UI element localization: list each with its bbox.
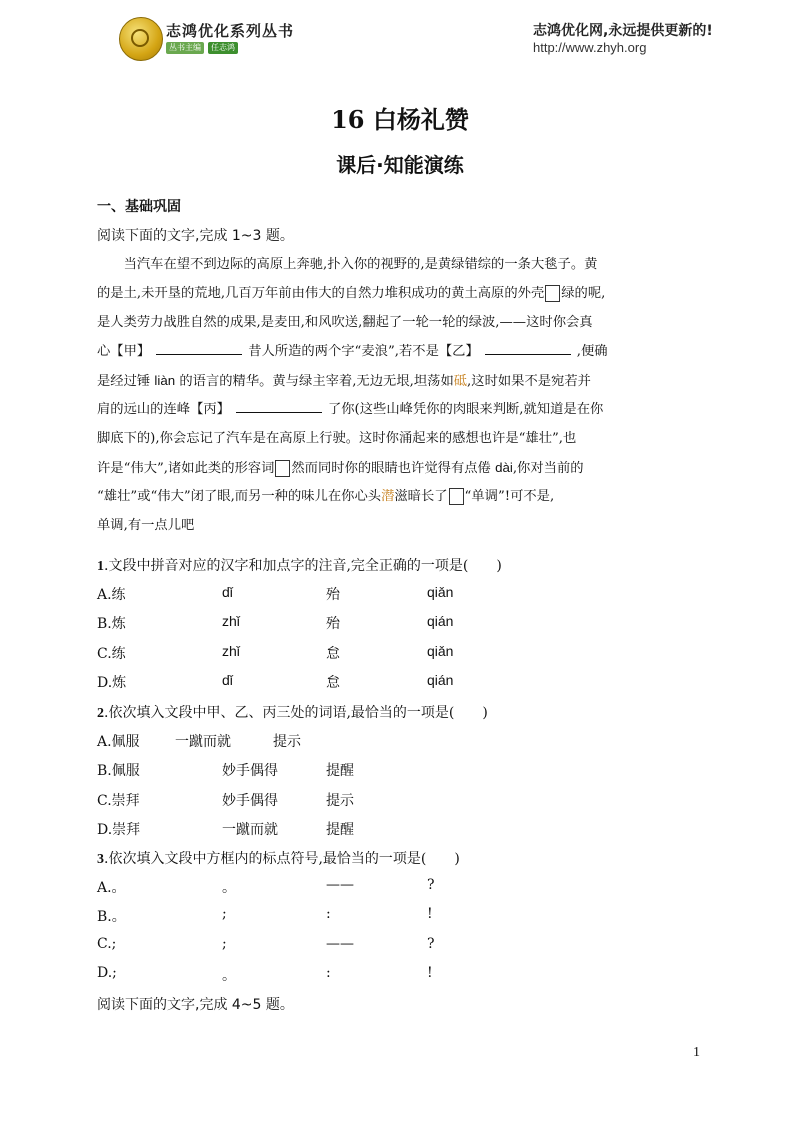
option-cell: dǐ (222, 671, 233, 688)
passage-line (97, 337, 709, 366)
punctuation-box (275, 460, 290, 477)
passage-line (97, 424, 709, 453)
passage-line (97, 250, 709, 279)
question-number: 1 (97, 559, 104, 574)
editor-tag: 丛书主编 (166, 42, 204, 54)
editor-name-tag: 任志鸿 (208, 42, 238, 54)
option-label: D.崇拜 (97, 821, 141, 838)
passage-text: 心【甲】 (97, 344, 151, 359)
option-cell: 提示 (273, 734, 301, 750)
option-cell: —— (326, 935, 354, 952)
option-cell: 殆 (326, 587, 340, 603)
passage-text: 许是“伟大”,诸如此类的形容词 (97, 461, 275, 476)
passage-text: 肩的远山的连峰【丙】 (97, 402, 230, 417)
passage-line (97, 511, 709, 540)
passage-text: 然而同时你的眼睛也许觉得有点倦 (291, 461, 496, 476)
section-heading: 一、基础巩固 (97, 199, 181, 215)
site-url[interactable]: http://www.zhyh.org (533, 40, 647, 55)
option-cell: ; (222, 906, 227, 923)
answer-option[interactable] (97, 790, 717, 810)
passage-line (97, 482, 709, 511)
option-label: D.; (97, 964, 117, 981)
option-cell: 提醒 (326, 763, 354, 780)
page-title: 16 白杨礼赞 (331, 105, 469, 134)
option-cell: dǐ (222, 584, 233, 600)
answer-option[interactable] (97, 936, 717, 956)
pinyin: liàn (154, 373, 176, 388)
question-text: .文段中拼音对应的汉字和加点字的注音,完全正确的一项是( ) (104, 558, 502, 574)
option-cell: ! (427, 906, 433, 923)
question-1 (97, 555, 502, 575)
pinyin: dài (495, 460, 513, 475)
passage-text: ,你对当前的 (512, 461, 584, 476)
option-cell: zhǐ (222, 642, 240, 659)
passage-line (97, 453, 709, 482)
passage-text: ,这时如果不是宛若并 (467, 374, 591, 389)
passage-text: 当汽车在望不到边际的高原上奔驰,扑入你的视野的,是黄绿错综的一条大毯子。黄 (97, 257, 598, 272)
question-3 (97, 848, 460, 868)
option-cell: zhǐ (222, 613, 240, 630)
answer-option[interactable] (97, 906, 717, 926)
passage-text: 绿的呢, (561, 286, 606, 301)
option-cell: —— (326, 877, 354, 893)
passage-text: 是经过锤 (97, 374, 155, 389)
answer-option[interactable] (97, 877, 717, 897)
answer-option[interactable] (97, 819, 717, 839)
punctuation-box (545, 285, 560, 302)
passage-text: ,便确 (576, 344, 608, 359)
option-label: B.佩服 (97, 763, 140, 780)
answer-option[interactable] (97, 672, 717, 692)
question-number: 3 (97, 852, 104, 867)
passage-line (97, 395, 709, 424)
option-label: D.炼 (97, 674, 127, 691)
option-cell: qiǎn (427, 584, 454, 600)
option-label: C.崇拜 (97, 792, 140, 809)
page-number: 1 (693, 1045, 700, 1060)
option-cell: 怠 (326, 674, 340, 691)
passage-text: “雄壮”或“伟大”闭了眼,而另一种的味儿在你心头 (97, 489, 382, 504)
option-cell: qiǎn (427, 642, 454, 659)
site-slogan: 志鸿优化网,永远提供更新的! (533, 23, 713, 39)
question-2 (97, 702, 488, 722)
page-header (0, 0, 800, 70)
option-cell: qián (427, 613, 454, 630)
passage-line (97, 308, 709, 337)
option-cell: ? (427, 877, 435, 893)
answer-option[interactable] (97, 760, 717, 780)
answer-option[interactable] (97, 584, 717, 604)
option-cell: : (326, 906, 331, 923)
answer-option[interactable] (97, 731, 717, 751)
answer-option[interactable] (97, 965, 717, 985)
option-cell: 提示 (326, 792, 354, 809)
passage-text: 的是土,未开垦的荒地,几百万年前由伟大的自然力堆积成功的黄土高原的外壳 (97, 286, 545, 301)
page-subtitle: 课后·知能演练 (336, 153, 464, 177)
passage-text: “单调”!可不是, (464, 489, 555, 504)
option-cell: : (326, 964, 331, 981)
option-label: A.佩服 (97, 734, 140, 750)
option-cell: 。 (222, 967, 236, 984)
option-label: C.; (97, 935, 117, 952)
fill-blank (485, 340, 571, 355)
punctuation-box (449, 488, 464, 505)
dotted-char: 潜 (381, 489, 395, 504)
option-label: C.练 (97, 645, 126, 662)
question-number: 2 (97, 706, 104, 721)
fill-blank (156, 340, 242, 355)
option-cell: 一蹴而就 (175, 734, 231, 750)
fill-blank (236, 398, 322, 413)
passage-text: 单调,有一点儿吧 (97, 518, 195, 533)
reading-instruction-1: 阅读下面的文字,完成 1~3 题。 (97, 228, 294, 244)
passage-text: 滋暗长了 (394, 489, 448, 504)
passage-line (97, 279, 709, 308)
option-cell: 妙手偶得 (222, 792, 278, 809)
reading-instruction-2: 阅读下面的文字,完成 4~5 题。 (97, 997, 294, 1013)
option-cell: 妙手偶得 (222, 763, 278, 780)
option-cell: ! (427, 964, 433, 981)
passage-line (97, 366, 709, 395)
option-cell: 一蹴而就 (222, 821, 278, 838)
option-cell: ; (222, 935, 227, 952)
option-label: B.。 (97, 909, 126, 926)
option-cell: 。 (222, 880, 236, 896)
passage-text: 昔人所造的两个字“麦浪”,若不是【乙】 (248, 344, 479, 359)
option-label: A.练 (97, 587, 126, 603)
passage-text: 的语言的精华。黄与绿主宰着,无边无垠,坦荡如 (175, 374, 454, 389)
reading-passage (97, 250, 709, 540)
answer-option[interactable] (97, 613, 717, 633)
option-cell: 殆 (326, 616, 340, 633)
option-label: B.炼 (97, 616, 126, 633)
publisher-logo-icon (119, 17, 163, 61)
passage-text: 了你(这些山峰凭你的肉眼来判断,就知道是在你 (327, 402, 604, 417)
answer-option[interactable] (97, 643, 717, 663)
dotted-char: 砥 (453, 374, 468, 389)
option-cell: qián (427, 671, 454, 688)
option-cell: 怠 (326, 645, 340, 662)
option-cell: 提醒 (326, 821, 354, 838)
passage-text: 是人类劳力战胜自然的成果,是麦田,和风吹送,翻起了一轮一轮的绿波,——这时你会真 (97, 315, 593, 330)
series-title: 志鸿优化系列丛书 (166, 22, 295, 40)
passage-text: 脚底下的),你会忘记了汽车是在高原上行驶。这时你涌起来的感想也许是“雄壮”,也 (97, 431, 577, 446)
question-text: .依次填入文段中方框内的标点符号,最恰当的一项是( ) (104, 851, 460, 867)
option-label: A.。 (97, 880, 126, 896)
question-text: .依次填入文段中甲、乙、丙三处的词语,最恰当的一项是( ) (104, 705, 488, 721)
option-cell: ? (427, 935, 435, 952)
